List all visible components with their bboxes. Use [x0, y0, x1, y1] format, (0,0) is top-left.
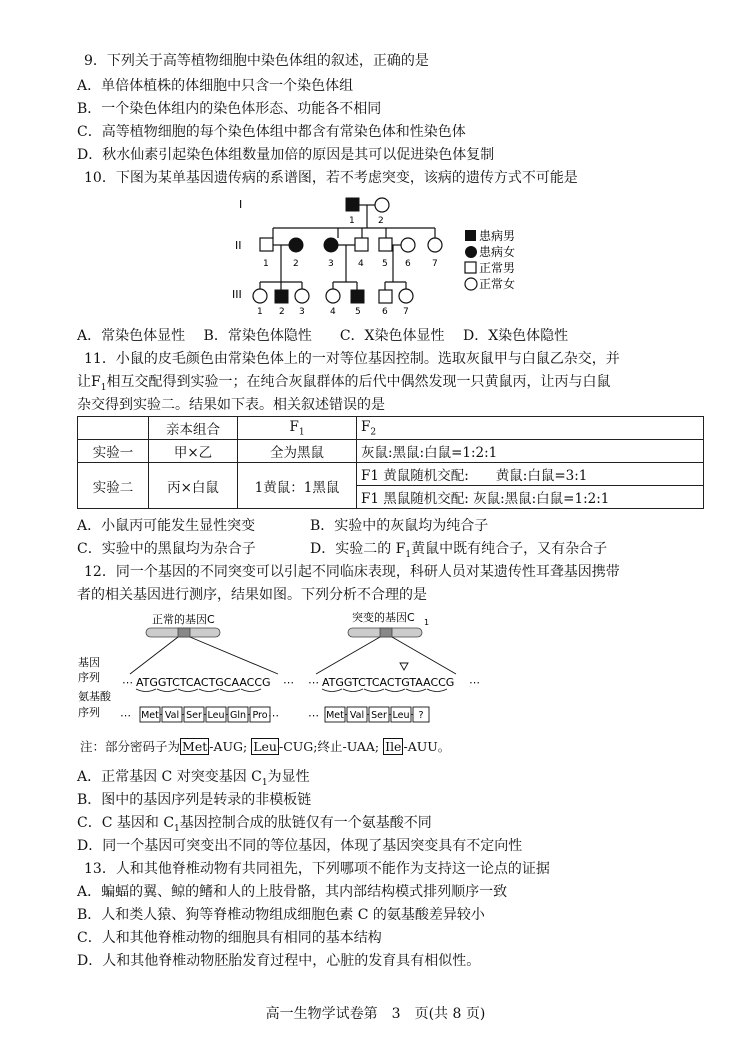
text: 基因控制合成的肽链仅有一个氨基酸不同: [179, 815, 432, 831]
amino-acid-label: ?: [418, 710, 424, 721]
row-exp2-f2-yellow: F1 黄鼠随机交配: 黄鼠:白鼠=3:1: [357, 463, 704, 486]
text: 让F: [77, 374, 101, 390]
amino-acid-label: Gln: [229, 710, 247, 721]
table-header-f2: [357, 417, 704, 440]
legend-affected-female: 患病女: [479, 245, 516, 259]
text: Met: [182, 739, 208, 754]
q13-stem: 13．人和其他脊椎动物有共同祖先，下列哪项不能作为支持这一论点的证据: [84, 861, 550, 877]
amino-acid-label: Met: [326, 710, 344, 721]
subscript: 1: [174, 823, 180, 834]
q11-results-table: [77, 416, 704, 509]
rect: [178, 628, 190, 637]
text: C．C 基因和 C: [77, 815, 175, 831]
text: 相互交配得到实验一；在纯合灰鼠群体的后代中偶然发现一只黄鼠丙，让丙与白鼠: [106, 374, 611, 390]
text: F: [361, 418, 371, 435]
dots: ⋯: [308, 676, 319, 689]
amino-acid-label: Pro: [252, 710, 268, 721]
normal-amino-acids: [140, 707, 270, 722]
q10-options: A．常染色体显性 B．常染色体隐性 C．X染色体显性 D．X染色体隐性: [77, 328, 569, 344]
page-footer: 高一生物学试卷第 3 页(共 8 页): [265, 1006, 486, 1022]
dots: ⋯: [469, 676, 480, 689]
III-6-normal-male: [379, 290, 392, 303]
label: 4: [358, 259, 364, 269]
subscript: 2: [370, 427, 377, 438]
I-2-normal-female: [375, 198, 389, 212]
subscript: 1: [298, 427, 305, 438]
amino-acid-label: Leu: [392, 710, 410, 721]
text: A．正常基因 C 对突变基因 C: [77, 769, 262, 785]
q13-option-b: B．人和类人猿、狗等脊椎动物组成细胞色素 C 的氨基酸差异较小: [77, 907, 485, 923]
label: 5: [355, 307, 361, 317]
text: -AUU。: [403, 739, 451, 754]
label: 7: [403, 307, 409, 317]
q9-option-c: C．高等植物细胞的每个染色体组中都含有常染色体和性染色体: [77, 124, 466, 140]
q11-stem-3: 杂交得到实验二。结果如下表。相关叙述错误的是: [77, 397, 385, 413]
I-1-affected-male: [346, 198, 359, 211]
III-5-affected-male: [351, 290, 364, 303]
label: 4: [330, 307, 336, 317]
q12-codon-note: [80, 737, 450, 757]
II-4-normal-male: [355, 238, 368, 251]
III-2-affected-male: [275, 290, 288, 303]
label: 1: [349, 216, 355, 226]
q12-option-c: [77, 813, 432, 839]
II-7-normal-female: [428, 238, 442, 252]
II-3-affected-female: [324, 238, 338, 252]
amino-acid-label: Leu: [207, 710, 225, 721]
III-1-normal-female: [253, 289, 267, 303]
amino-acid-label: Ser: [186, 710, 202, 721]
dots: ⋯: [120, 709, 131, 722]
label: 2: [378, 216, 384, 226]
mutant-gene-label: 突变的基因C: [352, 611, 415, 624]
text: D．实验二的 F: [310, 541, 406, 557]
gene-sequence-figure: [78, 606, 498, 728]
q13-option-c: C．人和其他脊椎动物的细胞具有相同的基本结构: [77, 930, 382, 946]
q11-option-a: A．小鼠丙可能发生显性突变: [77, 518, 256, 534]
aa-seq-label-2: 序列: [78, 706, 100, 719]
text: 黄鼠中既有纯合子，又有杂合子: [411, 541, 608, 557]
gene-seq-label-2: 序列: [78, 671, 100, 684]
gen-label-I: I: [239, 198, 243, 211]
table-header-parents: 亲本组合: [149, 417, 238, 440]
label: 3: [328, 259, 334, 269]
row-exp1-label: 实验一: [78, 440, 149, 463]
mutant-amino-acids: [325, 707, 429, 722]
II-2-affected-female: [289, 238, 303, 252]
row-exp1-f1: 全为黑鼠: [238, 440, 357, 463]
label: 6: [405, 259, 411, 269]
II-5-normal-male: [379, 238, 392, 251]
mutation-marker-icon: [400, 663, 408, 670]
text: Leu: [253, 739, 277, 754]
mutant-gene-sub: 1: [424, 618, 430, 627]
q12-stem-2: 者的相关基因进行测序，结果如图。下列分析不合理的是: [77, 587, 427, 603]
row-exp2-parents: 丙×白鼠: [149, 463, 238, 509]
q13-option-d: D．人和其他脊椎动物胚胎发育过程中，心脏的发育具有相似性。: [77, 953, 481, 969]
q11-stem-1: 11．小鼠的皮毛颜色由常染色体上的一对等位基因控制。选取灰鼠甲与白鼠乙杂交，并: [84, 351, 620, 367]
legend-affected-male-icon: [465, 230, 476, 241]
III-4-normal-female: [326, 289, 340, 303]
subscript: 1: [261, 777, 268, 788]
legend-affected-male: 患病男: [479, 229, 516, 243]
amino-acid-label: Ser: [371, 710, 387, 721]
legend-normal-male: 正常男: [479, 261, 516, 275]
III-7-normal-female: [399, 289, 413, 303]
legend-affected-female-icon: [465, 246, 477, 258]
dots: ⋯: [283, 676, 294, 689]
gene-seq-label-1: 基因: [78, 656, 100, 669]
q9-option-b: B．一个染色体组内的染色体形态、功能各不相同: [77, 101, 382, 117]
dots: ⋯: [268, 709, 279, 722]
text: 注：部分密码子为: [80, 739, 181, 754]
q12-option-b: B．图中的基因序列是转录的非模板链: [77, 792, 312, 808]
gen-label-II: II: [235, 239, 242, 252]
q12-option-d: D．同一个基因可突变出不同的等位基因，体现了基因突变具有不定向性: [77, 838, 523, 854]
q11-option-b: B．实验中的灰鼠均为纯合子: [310, 518, 489, 534]
table-header-f1: [238, 417, 357, 440]
legend-normal-female-icon: [465, 278, 477, 290]
label: 2: [293, 259, 299, 269]
q12-stem-1: 12．同一个基因的不同突变可以引起不同临床表现，科研人员对某遗传性耳聋基因携带: [84, 564, 620, 580]
label: 6: [382, 307, 388, 317]
pedigree-chart: [225, 190, 535, 320]
row-exp2-f1: 1黄鼠：1黑鼠: [238, 463, 357, 509]
label: 2: [279, 307, 285, 317]
label: 7: [432, 259, 438, 269]
row-exp2-label: 实验二: [78, 463, 149, 509]
subscript: 1: [405, 549, 412, 560]
q11-option-d: [310, 539, 607, 565]
row-exp1-f2: 灰鼠:黑鼠:白鼠=1:2:1: [357, 440, 704, 463]
gen-label-III: III: [232, 288, 242, 301]
legend-normal-female: 正常女: [479, 277, 516, 291]
text: -CUG;终止-UAA;: [278, 739, 380, 754]
table-header-blank: [78, 417, 149, 440]
q12-option-a: [77, 767, 310, 793]
subscript: 1: [100, 382, 107, 393]
normal-gene-label: 正常的基因C: [152, 613, 215, 626]
legend-normal-male-icon: [465, 262, 476, 273]
II-6-normal-female: [401, 238, 415, 252]
q10-stem: 10．下图为某单基因遗传病的系谱图，若不考虑突变，该病的遗传方式不可能是: [84, 170, 578, 186]
label: 1: [263, 259, 269, 269]
rect: [380, 628, 392, 637]
q11-option-c: C．实验中的黑鼠均为杂合子: [77, 541, 256, 557]
q9-stem: 9．下列关于高等植物细胞中染色体组的叙述，正确的是: [84, 53, 429, 69]
text: Ile: [385, 739, 402, 754]
label: 5: [382, 259, 388, 269]
q9-option-d: D．秋水仙素引起染色体组数量加倍的原因是其可以促进染色体复制: [77, 147, 495, 163]
q11-stem-2: [77, 372, 610, 398]
amino-acid-label: Val: [349, 710, 365, 721]
text: F: [289, 418, 299, 435]
label: 1: [257, 307, 263, 317]
III-3-normal-female: [295, 289, 309, 303]
mutant-dna-sequence: ATGGTCTCACTGTAACCG: [322, 676, 455, 689]
row-exp1-parents: 甲×乙: [149, 440, 238, 463]
amino-acid-label: Val: [164, 710, 180, 721]
q9-option-a: A．单倍体植株的体细胞中只含一个染色体组: [77, 78, 354, 94]
q13-option-a: A．蝙蝠的翼、鲸的鳍和人的上肢骨骼，其内部结构模式排列顺序一致: [77, 884, 508, 900]
dots: ⋯: [308, 709, 319, 722]
label: 3: [299, 307, 305, 317]
dots: ⋯: [122, 676, 133, 689]
text: -AUG;: [209, 739, 248, 754]
aa-seq-label-1: 氨基酸: [78, 690, 111, 703]
II-1-normal-male: [260, 238, 273, 251]
text: 为显性: [267, 769, 310, 785]
normal-dna-sequence: ATGGTCTCACTGCAACCG: [136, 676, 271, 689]
row-exp2-f2-black: F1 黑鼠随机交配: 灰鼠:黑鼠:白鼠=1:2:1: [357, 486, 704, 509]
amino-acid-label: Met: [141, 710, 159, 721]
